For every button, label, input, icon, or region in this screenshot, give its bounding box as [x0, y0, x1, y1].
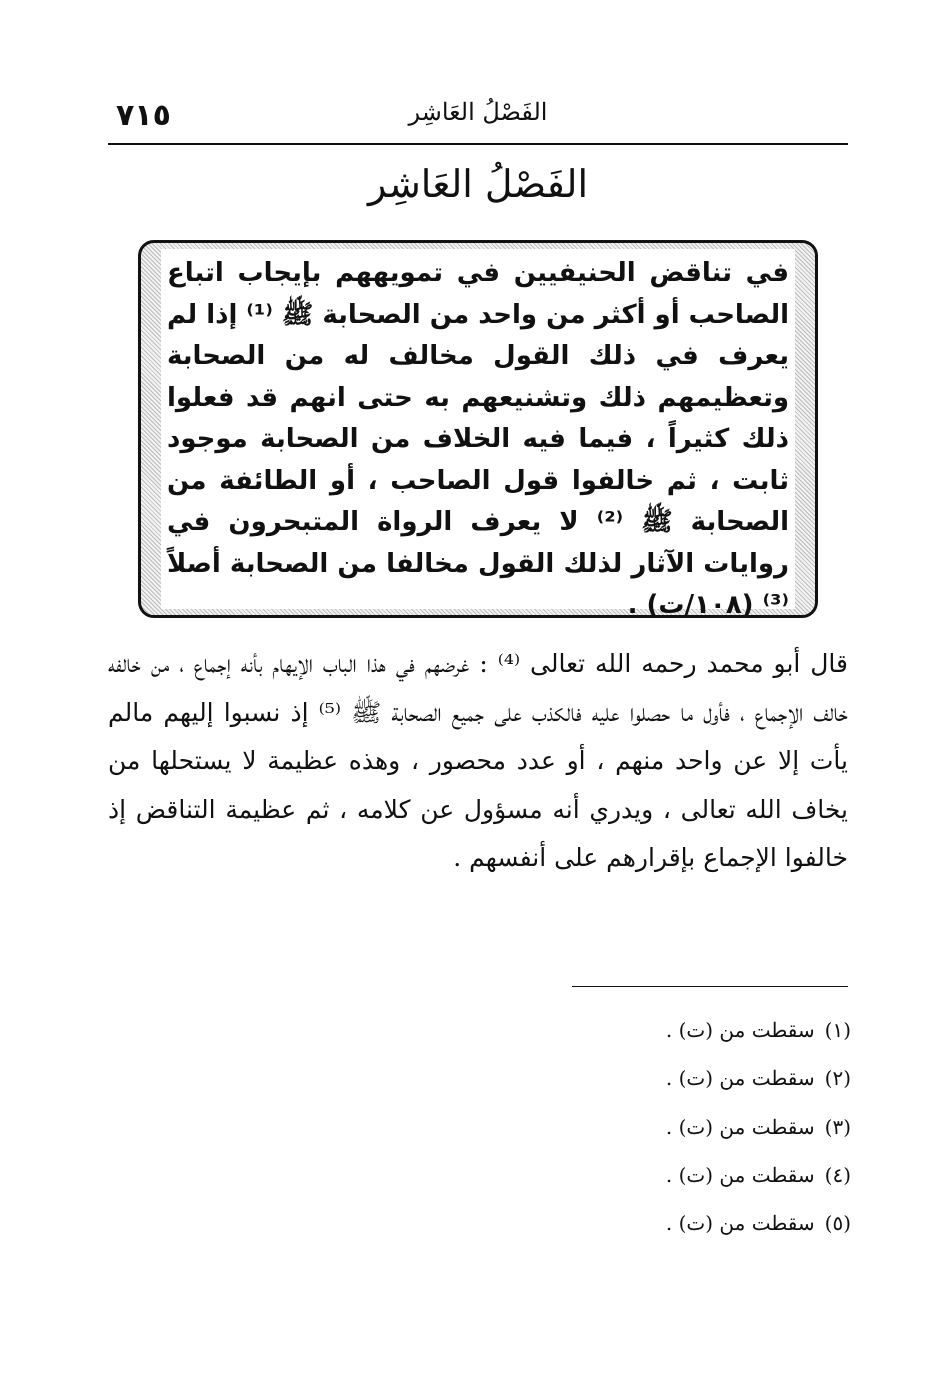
body-paragraph: قال أبو محمد رحمه الله تعالى ⁽⁴⁾ : غرضهم في هذا الباب الإيهام بأنه إجماع ، من خالفه خالف الإجماع ، فأول ما حصلوا عليه فالكذب على جميع الصحابة ﷺ ⁽⁵⁾ إذ نسبوا إليهم مالم يأت إلا عن واحد منهم ، أو عدد محصور ، وهذه عظيمة لا يستحلها من يخاف الله تعالى ، ويدري أنه مسؤول عن كلامه ، ثم عظيمة التناقض إذ خالفوا الإجماع بإقرارهم على أنفسهم . [108, 649, 849, 872]
footnote-item [451, 1058, 851, 1106]
footnote-text: سقطت من (ت) . [665, 1114, 815, 1139]
footnote-text: سقطت من (ت) . [665, 1066, 815, 1091]
footnote-number: (٣) [824, 1114, 851, 1139]
header-rule [108, 143, 848, 145]
footnote-number: (٥) [824, 1211, 851, 1236]
footnote-item [451, 1203, 851, 1251]
page-number: ٧١٥ [116, 98, 171, 133]
footnote-number: (١) [824, 1018, 851, 1042]
chapter-heading-box [138, 240, 818, 618]
chapter-heading-box-inner [161, 249, 795, 620]
chapter-title: الفَصْلُ العَاشِر [367, 162, 589, 206]
footnote-number: (٢) [824, 1066, 851, 1091]
footnote-divider [572, 986, 848, 987]
footnote-list [451, 1010, 851, 1251]
footnote-item [451, 1155, 851, 1203]
footnote-text: سقطت من (ت) . [665, 1211, 815, 1236]
chapter-heading-text: في تناقض الحنيفيين في تمويههم بإيجاب اتباع الصاحب أو أكثر من واحد من الصحابة ﷺ ⁽¹⁾ إذا لم يعرف في ذلك القول مخالف له من الصحابة وتعظيمهم ذلك وتشنيعهم به حتى انهم قد فعلوا ذلك كثيراً ، فيما فيه الخلاف من الصحابة موجود ثابت ، ثم خالفوا قول الصاحب ، أو الطائفة من الصحابة ﷺ ⁽²⁾ لا يعرف الرواة المتبحرون في روايات الآثار لذلك القول مخالفا من الصحابة أصلاً ⁽³⁾ (١٠٨/ت) . [167, 258, 789, 620]
running-header [108, 92, 848, 142]
footnote-text: سقطت من (ت) . [665, 1018, 815, 1042]
footnote-item [451, 1010, 851, 1058]
footnote-text: سقطت من (ت) . [665, 1162, 815, 1187]
footnote-number: (٤) [824, 1162, 851, 1187]
footnote-item [451, 1107, 851, 1155]
running-title: الفَصْلُ العَاشِر [408, 98, 548, 126]
